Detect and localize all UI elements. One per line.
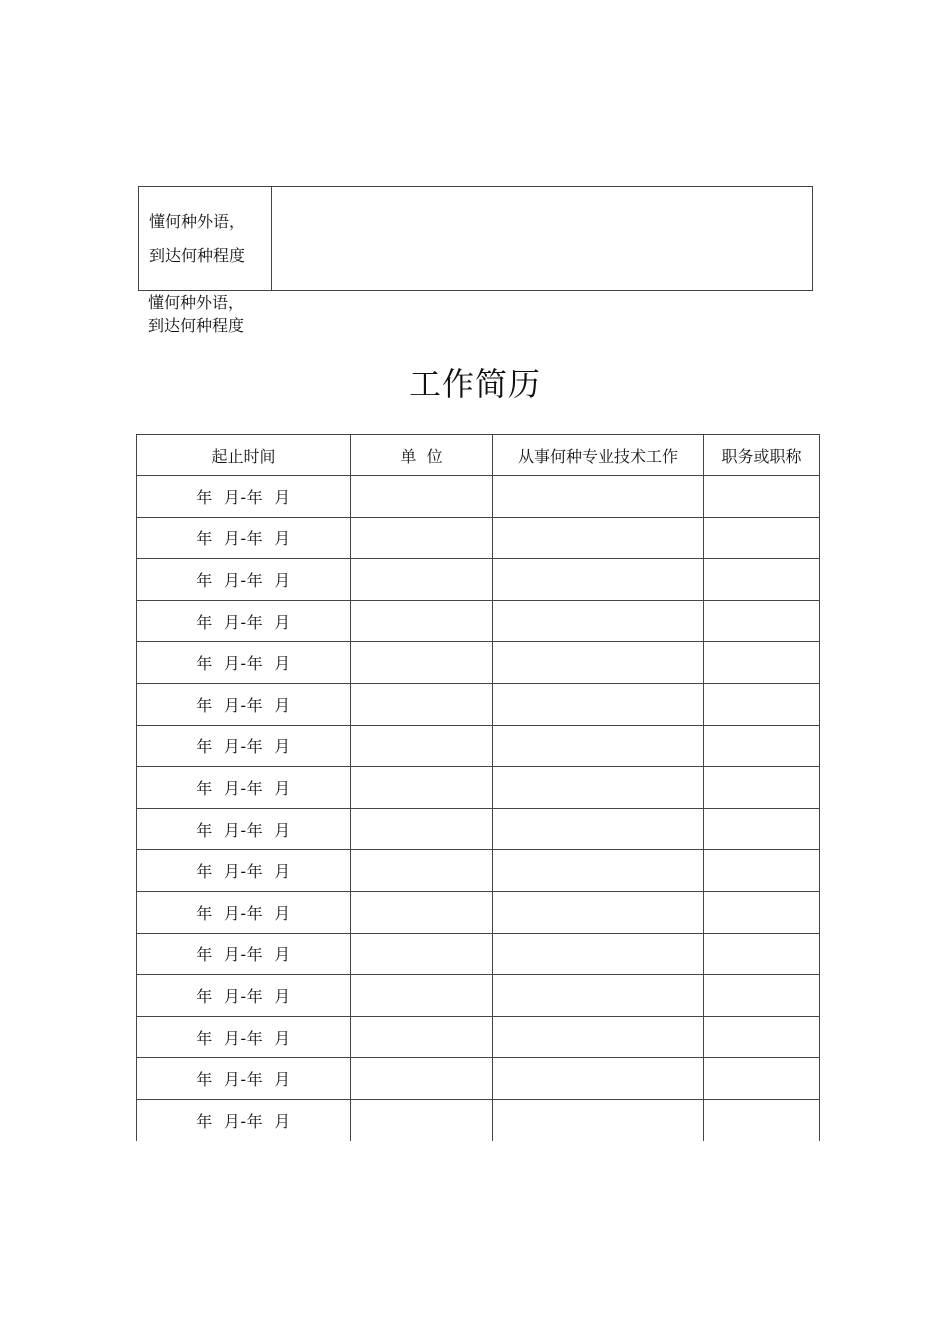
period-cell: 年 月-年 月 xyxy=(137,767,351,809)
period-cell: 年 月-年 月 xyxy=(137,850,351,892)
table-row xyxy=(137,975,820,1017)
foreign-language-value-cell[interactable] xyxy=(272,187,813,291)
unit-cell[interactable] xyxy=(351,1099,493,1140)
period-cell: 年 月-年 月 xyxy=(137,559,351,601)
table-row xyxy=(137,725,820,767)
position-cell[interactable] xyxy=(704,1058,820,1100)
unit-cell[interactable] xyxy=(351,725,493,767)
period-cell: 年 月-年 月 xyxy=(137,642,351,684)
position-cell[interactable] xyxy=(704,850,820,892)
foreign-language-repeated-label xyxy=(148,291,244,337)
position-cell[interactable] xyxy=(704,600,820,642)
table-row xyxy=(137,476,820,518)
unit-cell[interactable] xyxy=(351,808,493,850)
unit-cell[interactable] xyxy=(351,642,493,684)
period-cell: 年 月-年 月 xyxy=(137,1099,351,1140)
foreign-language-label-line-1: 懂何种外语， xyxy=(149,211,246,231)
work-cell[interactable] xyxy=(493,1099,704,1140)
unit-cell[interactable] xyxy=(351,600,493,642)
header-unit: 单 位 xyxy=(351,435,493,476)
position-cell[interactable] xyxy=(704,559,820,601)
position-cell[interactable] xyxy=(704,517,820,559)
work-cell[interactable] xyxy=(493,517,704,559)
table-row xyxy=(137,933,820,975)
work-cell[interactable] xyxy=(493,600,704,642)
position-cell[interactable] xyxy=(704,683,820,725)
table-row xyxy=(137,683,820,725)
table-row xyxy=(137,1058,820,1100)
unit-cell[interactable] xyxy=(351,683,493,725)
unit-cell[interactable] xyxy=(351,891,493,933)
work-cell[interactable] xyxy=(493,476,704,518)
unit-cell[interactable] xyxy=(351,975,493,1017)
unit-cell[interactable] xyxy=(351,476,493,518)
position-cell[interactable] xyxy=(704,933,820,975)
work-cell[interactable] xyxy=(493,975,704,1017)
table-row xyxy=(137,1099,820,1140)
period-cell: 年 月-年 月 xyxy=(137,975,351,1017)
table-row xyxy=(137,808,820,850)
unit-cell[interactable] xyxy=(351,1058,493,1100)
work-cell[interactable] xyxy=(493,683,704,725)
period-cell: 年 月-年 月 xyxy=(137,725,351,767)
period-cell: 年 月-年 月 xyxy=(137,683,351,725)
period-cell: 年 月-年 月 xyxy=(137,517,351,559)
table-row xyxy=(137,1016,820,1058)
table-row xyxy=(137,767,820,809)
work-history-table xyxy=(136,434,820,1141)
work-cell[interactable] xyxy=(493,767,704,809)
work-cell[interactable] xyxy=(493,1058,704,1100)
table-row xyxy=(137,850,820,892)
foreign-language-table xyxy=(138,186,813,291)
work-cell[interactable] xyxy=(493,725,704,767)
table-row xyxy=(137,891,820,933)
period-cell: 年 月-年 月 xyxy=(137,1016,351,1058)
unit-cell[interactable] xyxy=(351,850,493,892)
work-cell[interactable] xyxy=(493,891,704,933)
foreign-language-row xyxy=(139,187,813,291)
position-cell[interactable] xyxy=(704,1016,820,1058)
repeated-label-line-1: 懂何种外语， xyxy=(148,293,245,312)
header-position: 职务或职称 xyxy=(704,435,820,476)
work-history-title: 工作简历 xyxy=(408,365,541,403)
table-row xyxy=(137,517,820,559)
header-work: 从事何种专业技术工作 xyxy=(493,435,704,476)
unit-cell[interactable] xyxy=(351,933,493,975)
unit-cell[interactable] xyxy=(351,1016,493,1058)
table-row xyxy=(137,600,820,642)
period-cell: 年 月-年 月 xyxy=(137,600,351,642)
period-cell: 年 月-年 月 xyxy=(137,808,351,850)
work-cell[interactable] xyxy=(493,808,704,850)
repeated-label-line-2: 到达何种程度 xyxy=(148,316,245,335)
work-cell[interactable] xyxy=(493,1016,704,1058)
period-cell: 年 月-年 月 xyxy=(137,476,351,518)
period-cell: 年 月-年 月 xyxy=(137,891,351,933)
table-row xyxy=(137,559,820,601)
position-cell[interactable] xyxy=(704,725,820,767)
table-row xyxy=(137,642,820,684)
period-cell: 年 月-年 月 xyxy=(137,933,351,975)
foreign-language-label xyxy=(139,205,271,273)
position-cell[interactable] xyxy=(704,476,820,518)
position-cell[interactable] xyxy=(704,1099,820,1140)
position-cell[interactable] xyxy=(704,767,820,809)
position-cell[interactable] xyxy=(704,891,820,933)
unit-cell[interactable] xyxy=(351,517,493,559)
position-cell[interactable] xyxy=(704,808,820,850)
work-history-body xyxy=(137,476,820,1141)
work-cell[interactable] xyxy=(493,850,704,892)
header-period: 起止时间 xyxy=(137,435,351,476)
work-cell[interactable] xyxy=(493,642,704,684)
unit-cell[interactable] xyxy=(351,559,493,601)
work-history-header-row xyxy=(137,435,820,476)
unit-cell[interactable] xyxy=(351,767,493,809)
position-cell[interactable] xyxy=(704,975,820,1017)
foreign-language-label-line-2: 到达何种程度 xyxy=(149,245,246,265)
work-cell[interactable] xyxy=(493,559,704,601)
work-cell[interactable] xyxy=(493,933,704,975)
foreign-language-label-cell xyxy=(139,187,272,291)
position-cell[interactable] xyxy=(704,642,820,684)
period-cell: 年 月-年 月 xyxy=(137,1058,351,1100)
